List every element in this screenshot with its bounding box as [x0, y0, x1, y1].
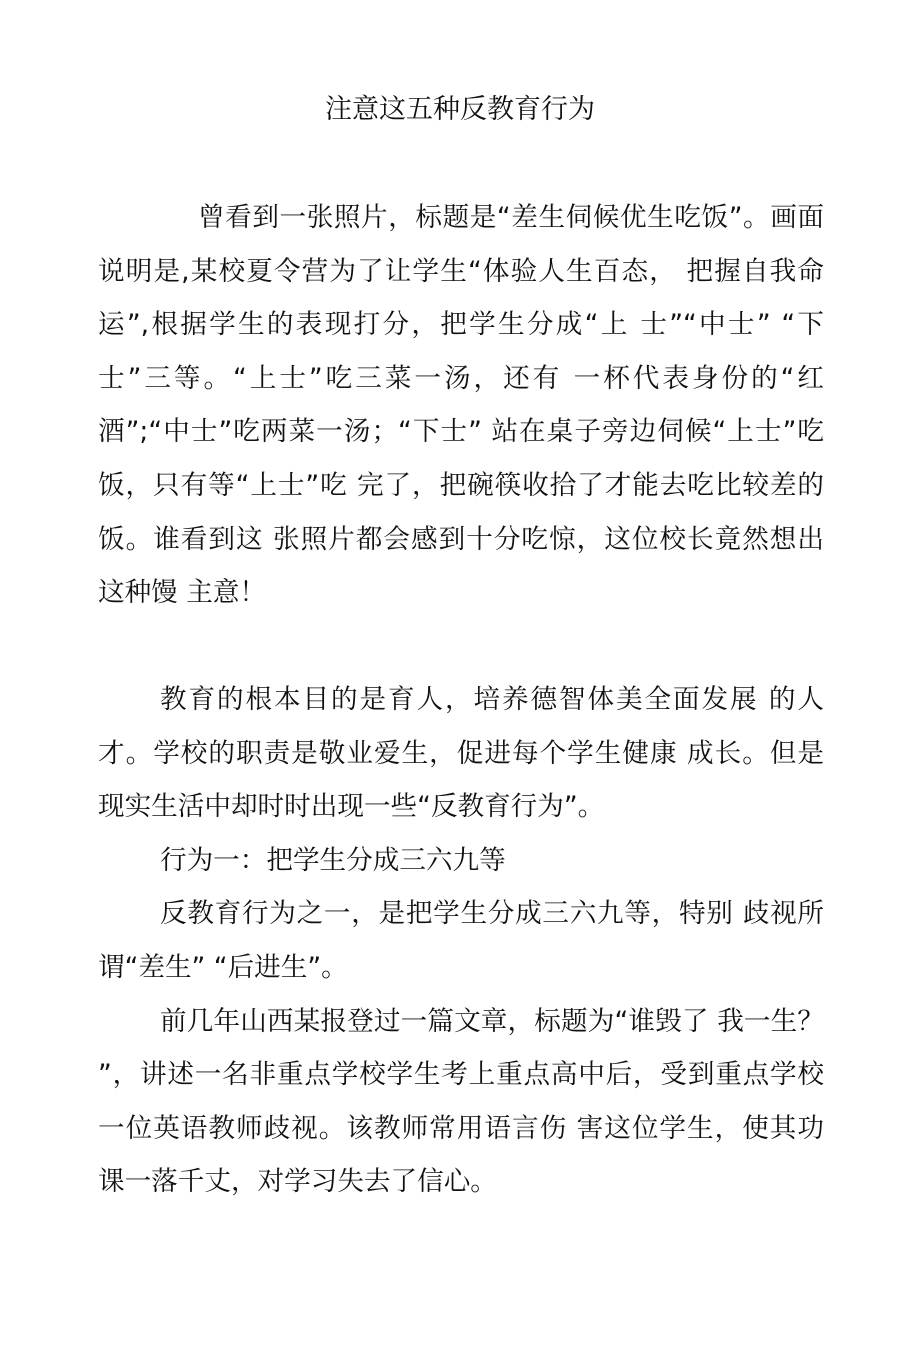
paragraph: 教育的根本目的是育人，培养德智体美全面发展 的人才。学校的职责是敬业爱生，促进每个学生健康 成长。但是现实生活中却时时出现一些“反教育行为”。: [98, 684, 824, 823]
paragraph: 前几年山西某报登过一篇文章，标题为“谁毁了 我一生？ ”，讲述一名非重点学校学生考上重点高中后，受到重点学校一位英语教师歧视。该教师常用语言伤 害这位学生，使其功课一落千丈，对学习失去了信心。: [98, 1005, 824, 1198]
section-heading: 行为一：把学生分成三六九等: [160, 844, 506, 876]
section-1: [98, 191, 824, 620]
paragraph: 曾看到一张照片，标题是“差生伺候优生吃饭”。画面说明是,某校夏令营为了让学生“体验人生百态， 把握自我命运”,根据学生的表现打分，把学生分成“上 士”“中士” “下士”三等。“上士”吃三菜一汤，还有 一杯代表身份的“红酒”;“中士”吃两菜一汤；“下士” 站在桌子旁边伺候“上士”吃饭，只有等“上士”吃 完了，把碗筷收拾了才能去吃比较差的饭。谁看到这 张照片都会感到十分吃惊，这位校长竟然想出这种馒 主意！: [98, 202, 824, 609]
section-2: [98, 673, 824, 1209]
paragraph: 反教育行为之一，是把学生分成三六九等，特别 歧视所谓“差生” “后进生”。: [98, 898, 824, 983]
document-title: 注意这五种反教育行为: [325, 94, 595, 125]
